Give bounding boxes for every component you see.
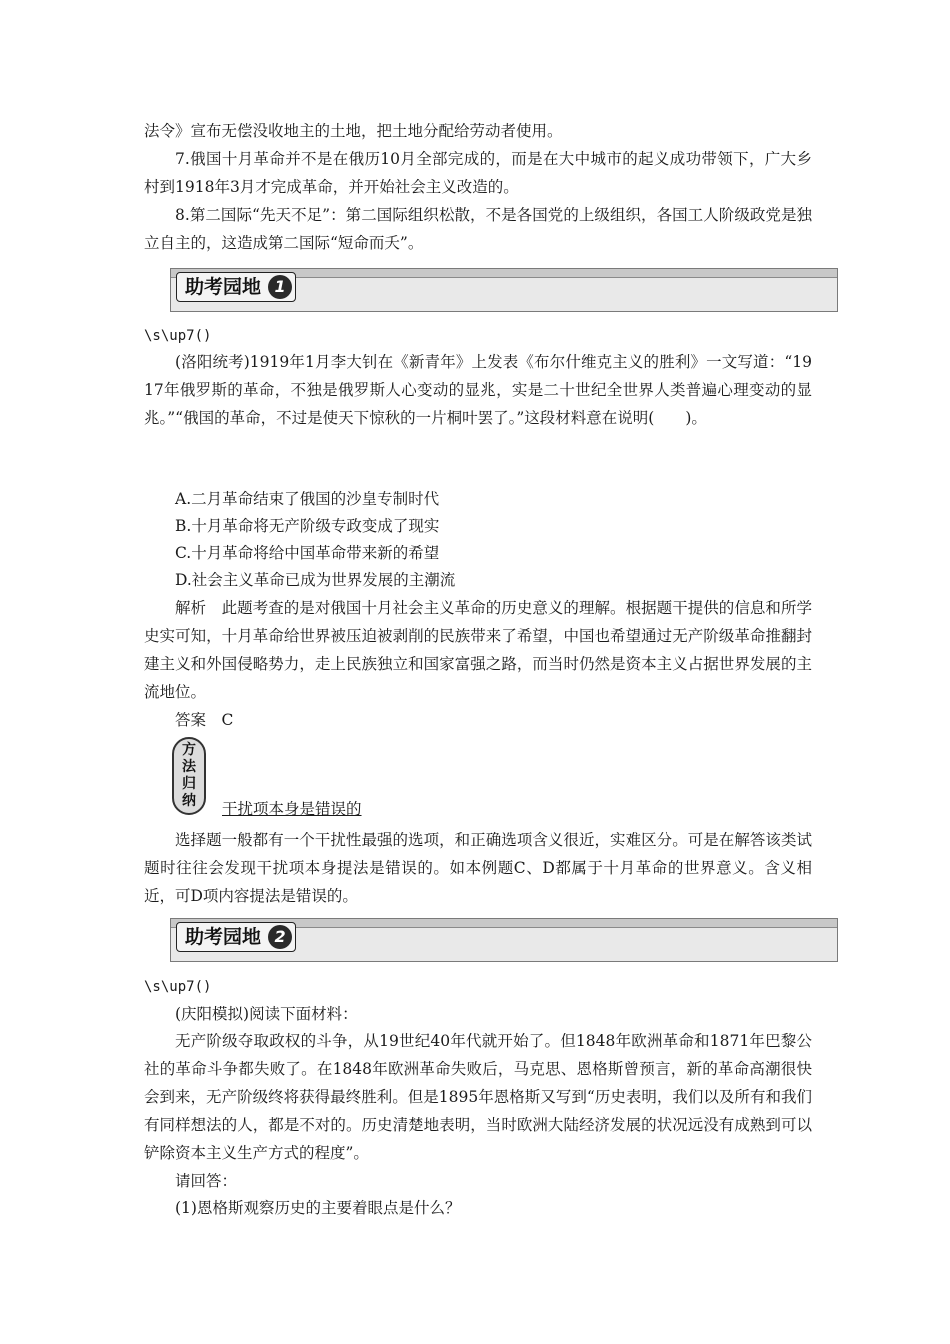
banner-tag xyxy=(176,272,296,302)
paragraph-item-8: 8.第二国际“先天不足”：第二国际组织松散，不是各国党的上级组织，各国工人阶级政党是独立自主的，这造成第二国际“短命而夭”。 xyxy=(144,206,812,252)
banner-number-badge: 1 xyxy=(268,275,292,299)
badge-char: 法 xyxy=(182,759,196,775)
banner-tag xyxy=(176,922,296,952)
material-paragraph: 无产阶级夺取政权的斗争，从19世纪40年代就开始了。但1848年欧洲革命和1871年巴黎公社的革命斗争都失败了。在1848年欧洲革命失败后，马克思、恩格斯曾预言，新的革命高潮很快会到来，无产阶级终将获得最终胜利。但是1895年恩格斯又写到“历史表明，我们以及所有和我们有同样想法的人，都是不对的。历史清楚地表明，当时欧洲大陆经济发展的状况远没有成熟到可以铲除资本主义生产方式的程度”。 xyxy=(144,1032,812,1162)
formula-code: \s\up7() xyxy=(144,979,212,995)
option-c: C.十月革命将给中国革命带来新的希望 xyxy=(175,544,440,562)
method-title: 干扰项本身是错误的 xyxy=(222,800,362,818)
method-body: 选择题一般都有一个干扰性最强的选项，和正确选项含义很近，实难区分。可是在解答该类试题时往往会发现干扰项本身提法是错误的。如本例题C、D都属于十月革命的世界意义。含义相近，可D项内容提法是错误的。 xyxy=(144,831,812,905)
banner-label: 助考园地 xyxy=(185,276,262,298)
analysis-paragraph: 解析 此题考查的是对俄国十月社会主义革命的历史意义的理解。根据题干提供的信息和所学史实可知，十月革命给世界被压迫被剥削的民族带来了希望，中国也希望通过无产阶级革命推翻封建主义和外国侵略势力，走上民族独立和国家富强之路，而当时仍然是资本主义占据世界发展的主流地位。 xyxy=(144,599,812,701)
badge-char: 归 xyxy=(182,776,196,792)
badge-char: 方 xyxy=(182,742,196,758)
paragraph-item-7: 7.俄国十月革命并不是在俄历10月全部完成的，而是在大中城市的起义成功带领下，广大乡村到1918年3月才完成革命，并开始社会主义改造的。 xyxy=(144,150,812,196)
method-summary-badge xyxy=(172,737,206,815)
option-a: A.二月革命结束了俄国的沙皇专制时代 xyxy=(175,490,440,508)
question-2-lead: (庆阳模拟)阅读下面材料： xyxy=(175,1005,358,1023)
banner-label: 助考园地 xyxy=(185,926,262,948)
answer-line: 答案 C xyxy=(175,711,234,729)
banner-number-badge: 2 xyxy=(268,925,292,949)
sub-question-1: (1)恩格斯观察历史的主要着眼点是什么？ xyxy=(175,1199,461,1217)
formula-code: \s\up7() xyxy=(144,328,212,344)
answer-prompt: 请回答： xyxy=(175,1172,238,1190)
question-1-stem: (洛阳统考)1919年1月李大钊在《新青年》上发表《布尔什维克主义的胜利》一文写道：“1917年俄罗斯的革命，不独是俄罗斯人心变动的显兆，实是二十世纪全世界人类普遍心理变动的显兆。”“俄国的革命，不过是使天下惊秋的一片桐叶罢了。”这段材料意在说明( )。 xyxy=(144,353,812,427)
section-banner-1 xyxy=(170,268,838,312)
section-banner-2 xyxy=(170,918,838,962)
paragraph-law-continuation: 法令》宣布无偿没收地主的土地，把土地分配给劳动者使用。 xyxy=(144,122,563,140)
option-d: D.社会主义革命已成为世界发展的主潮流 xyxy=(175,571,456,589)
option-b: B.十月革命将无产阶级专政变成了现实 xyxy=(175,517,440,535)
badge-char: 纳 xyxy=(182,793,196,809)
